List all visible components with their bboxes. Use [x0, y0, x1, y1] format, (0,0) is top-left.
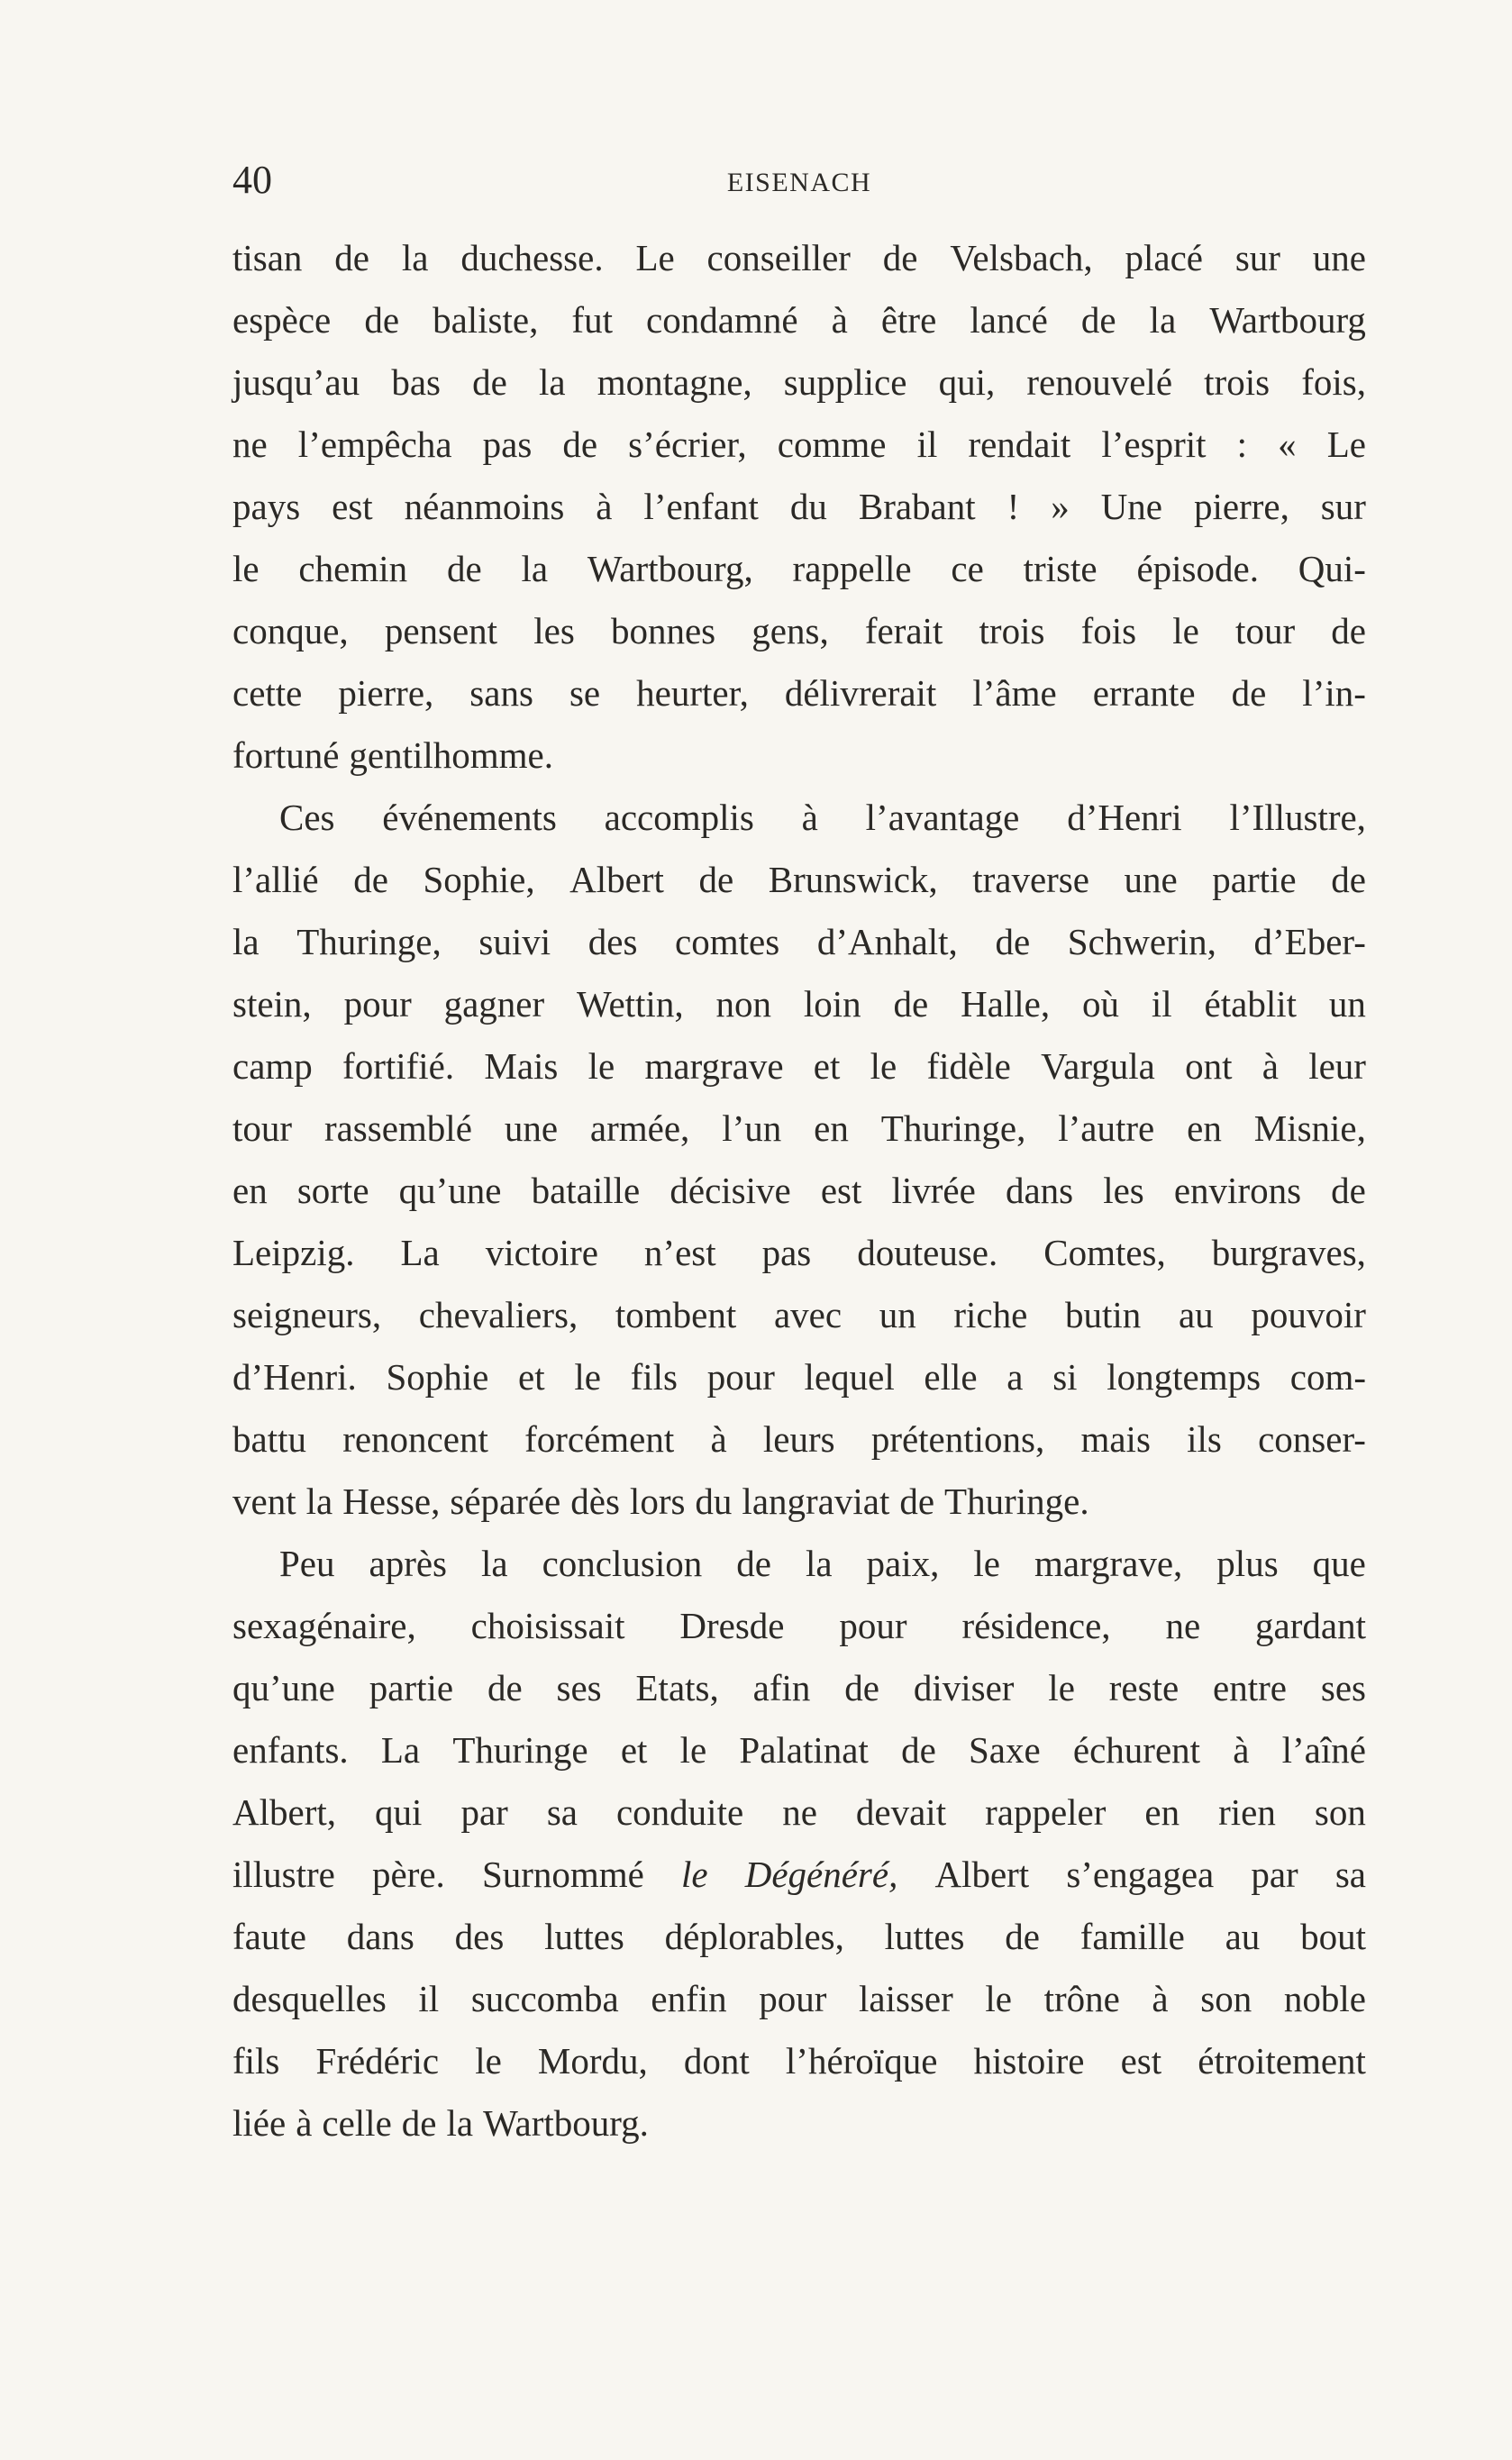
- text-line: stein, pour gagner Wettin, non loin de Halle, où il établit un: [232, 983, 1366, 1025]
- running-title: EISENACH: [726, 168, 872, 197]
- text-line: le chemin de la Wartbourg, rappelle ce triste épisode. Qui-: [232, 548, 1366, 589]
- text-line: la Thuringe, suivi des comtes d’Anhalt, de Schwerin, d’Eber-: [232, 921, 1366, 962]
- text-line: camp fortifié. Mais le margrave et le fidèle Vargula ont à leur: [232, 1045, 1366, 1087]
- text-line: espèce de baliste, fut condamné à être lancé de la Wartbourg: [232, 299, 1366, 341]
- text-line: pays est néanmoins à l’enfant du Brabant ! » Une pierre, sur: [232, 486, 1366, 527]
- text-line: fils Frédéric le Mordu, dont l’héroïque histoire est étroitement: [232, 2040, 1366, 2082]
- body-text: [232, 227, 1366, 2155]
- text-line: sexagénaire, choisissait Dresde pour résidence, ne gardant: [232, 1605, 1366, 1646]
- text-line: d’Henri. Sophie et le fils pour lequel elle a si longtemps com-: [232, 1356, 1366, 1398]
- text-line: Peu après la conclusion de la paix, le margrave, plus que: [279, 1543, 1366, 1584]
- text-line: seigneurs, chevaliers, tombent avec un riche butin au pouvoir: [232, 1294, 1366, 1335]
- text-line: Albert, qui par sa conduite ne devait rappeler en rien son: [232, 1791, 1366, 1833]
- text-line: tisan de la duchesse. Le conseiller de Velsbach, placé sur une: [232, 237, 1366, 278]
- text-line: fortuné gentilhomme.: [232, 734, 554, 776]
- paragraph: [232, 227, 1366, 787]
- text-line: qu’une partie de ses Etats, afin de diviser le reste entre ses: [232, 1667, 1366, 1708]
- text-line: Ces événements accomplis à l’avantage d’Henri l’Illustre,: [279, 797, 1366, 838]
- text-line: cette pierre, sans se heurter, délivrerait l’âme errante de l’in-: [232, 672, 1366, 714]
- paragraph: [232, 1533, 1366, 2155]
- text-line: en sorte qu’une bataille décisive est livrée dans les environs de: [232, 1170, 1366, 1211]
- text-line: jusqu’au bas de la montagne, supplice qui, renouvelé trois fois,: [232, 361, 1366, 403]
- text-line: illustre père. Surnommé le Dégénéré, Albert s’engagea par sa: [232, 1854, 1366, 1895]
- text-line: enfants. La Thuringe et le Palatinat de Saxe échurent à l’aîné: [232, 1729, 1366, 1771]
- text-line: tour rassemblé une armée, l’un en Thuringe, l’autre en Misnie,: [232, 1107, 1366, 1149]
- page-header: [232, 155, 1366, 205]
- page-number: 40: [232, 158, 272, 202]
- text-line: battu renoncent forcément à leurs prétentions, mais ils conser-: [232, 1418, 1366, 1460]
- text-line: faute dans des luttes déplorables, luttes de famille au bout: [232, 1916, 1366, 1957]
- paragraph: [232, 787, 1366, 1533]
- text-line: Leipzig. La victoire n’est pas douteuse. Comtes, burgraves,: [232, 1232, 1366, 1273]
- text-line: liée à celle de la Wartbourg.: [232, 2102, 649, 2144]
- text-line: conque, pensent les bonnes gens, ferait trois fois le tour de: [232, 610, 1366, 651]
- text-line: desquelles il succomba enfin pour laisser le trône à son noble: [232, 1978, 1366, 2019]
- text-line: vent la Hesse, séparée dès lors du langraviat de Thuringe.: [232, 1481, 1089, 1522]
- text-line: l’allié de Sophie, Albert de Brunswick, traverse une partie de: [232, 859, 1366, 900]
- text-line: ne l’empêcha pas de s’écrier, comme il rendait l’esprit : « Le: [232, 424, 1366, 465]
